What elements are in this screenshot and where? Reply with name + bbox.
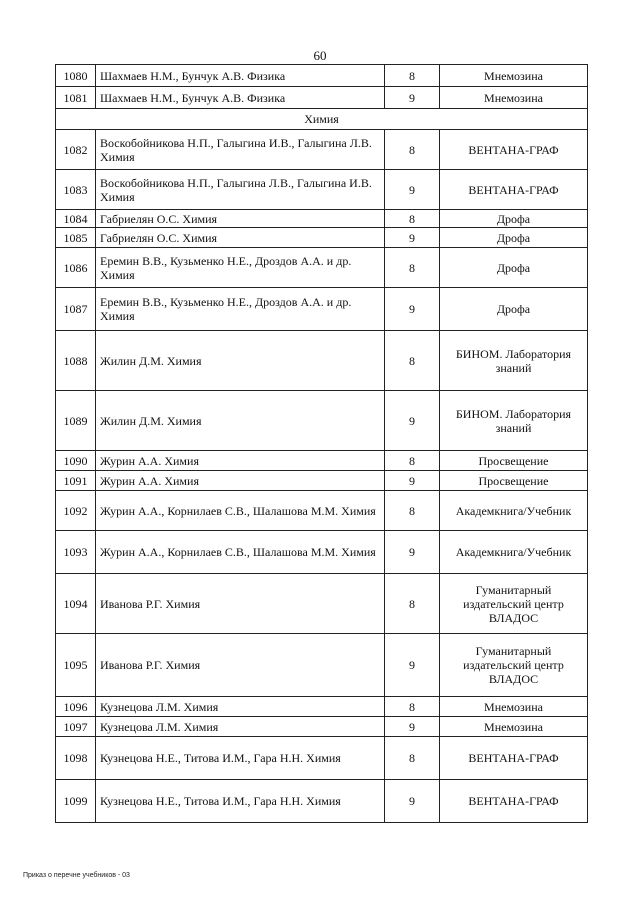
table-row (56, 471, 588, 491)
row-number: 1087 (56, 288, 96, 331)
grade: 8 (385, 130, 440, 170)
textbook-title: Шахмаев Н.М., Бунчук А.В. Физика (96, 87, 385, 109)
footer-note: Приказ о перечне учебников - 03 (23, 872, 130, 879)
row-number: 1089 (56, 391, 96, 451)
publisher: Гуманитарный издательский центр ВЛАДОС (440, 634, 588, 697)
table-row (56, 130, 588, 170)
grade: 8 (385, 331, 440, 391)
row-number: 1097 (56, 717, 96, 737)
table-row (56, 331, 588, 391)
table-row (56, 697, 588, 717)
textbook-title: Жилин Д.М. Химия (96, 331, 385, 391)
grade: 9 (385, 87, 440, 109)
publisher: Просвещение (440, 451, 588, 471)
table-row (56, 210, 588, 228)
table-row (56, 737, 588, 780)
row-number: 1090 (56, 451, 96, 471)
table-row (56, 531, 588, 574)
grade: 8 (385, 210, 440, 228)
grade: 9 (385, 170, 440, 210)
publisher: Дрофа (440, 210, 588, 228)
textbook-title: Воскобойникова Н.П., Галыгина И.В., Галыгина Л.В. Химия (96, 130, 385, 170)
publisher: ВЕНТАНА-ГРАФ (440, 780, 588, 823)
textbook-title: Жилин Д.М. Химия (96, 391, 385, 451)
row-number: 1091 (56, 471, 96, 491)
textbook-title: Кузнецова Л.М. Химия (96, 697, 385, 717)
row-number: 1085 (56, 228, 96, 248)
row-number: 1082 (56, 130, 96, 170)
publisher: Мнемозина (440, 697, 588, 717)
grade: 9 (385, 391, 440, 451)
publisher: Мнемозина (440, 87, 588, 109)
grade: 9 (385, 228, 440, 248)
publisher: Академкнига/Учебник (440, 491, 588, 531)
publisher: Гуманитарный издательский центр ВЛАДОС (440, 574, 588, 634)
textbook-title: Габриелян О.С. Химия (96, 210, 385, 228)
row-number: 1096 (56, 697, 96, 717)
grade: 9 (385, 471, 440, 491)
publisher: ВЕНТАНА-ГРАФ (440, 737, 588, 780)
publisher: Академкнига/Учебник (440, 531, 588, 574)
grade: 8 (385, 737, 440, 780)
grade: 8 (385, 697, 440, 717)
textbook-table (55, 64, 588, 823)
page-number: 60 (313, 48, 327, 63)
table-row (56, 248, 588, 288)
textbook-title: Журин А.А. Химия (96, 451, 385, 471)
table-row (56, 451, 588, 471)
textbook-title: Шахмаев Н.М., Бунчук А.В. Физика (96, 65, 385, 87)
textbook-title: Журин А.А., Корнилаев С.В., Шалашова М.М. Химия (96, 491, 385, 531)
table-row (56, 391, 588, 451)
textbook-title: Журин А.А., Корнилаев С.В., Шалашова М.М. Химия (96, 531, 385, 574)
publisher: ВЕНТАНА-ГРАФ (440, 130, 588, 170)
row-number: 1092 (56, 491, 96, 531)
textbook-title: Еремин В.В., Кузьменко Н.Е., Дроздов А.А. и др. Химия (96, 248, 385, 288)
row-number: 1086 (56, 248, 96, 288)
textbook-title: Кузнецова Н.Е., Титова И.М., Гара Н.Н. Химия (96, 780, 385, 823)
section-row (56, 109, 588, 130)
textbook-title: Кузнецова Л.М. Химия (96, 717, 385, 737)
textbook-title: Кузнецова Н.Е., Титова И.М., Гара Н.Н. Химия (96, 737, 385, 780)
publisher: Дрофа (440, 228, 588, 248)
publisher: Дрофа (440, 288, 588, 331)
textbook-title: Воскобойникова Н.П., Галыгина Л.В., Галыгина И.В. Химия (96, 170, 385, 210)
table-row (56, 634, 588, 697)
publisher: Мнемозина (440, 717, 588, 737)
publisher: БИНОМ. Лаборатория знаний (440, 391, 588, 451)
grade: 9 (385, 288, 440, 331)
table-row (56, 288, 588, 331)
grade: 8 (385, 451, 440, 471)
grade: 9 (385, 634, 440, 697)
grade: 9 (385, 531, 440, 574)
table-row (56, 65, 588, 87)
textbook-title: Журин А.А. Химия (96, 471, 385, 491)
grade: 9 (385, 717, 440, 737)
row-number: 1088 (56, 331, 96, 391)
publisher: Просвещение (440, 471, 588, 491)
publisher: Дрофа (440, 248, 588, 288)
table-row (56, 574, 588, 634)
grade: 8 (385, 574, 440, 634)
grade: 8 (385, 65, 440, 87)
row-number: 1083 (56, 170, 96, 210)
table-row (56, 780, 588, 823)
grade: 8 (385, 248, 440, 288)
row-number: 1099 (56, 780, 96, 823)
row-number: 1093 (56, 531, 96, 574)
textbook-title: Еремин В.В., Кузьменко Н.Е., Дроздов А.А. и др. Химия (96, 288, 385, 331)
textbook-title: Габриелян О.С. Химия (96, 228, 385, 248)
publisher: БИНОМ. Лаборатория знаний (440, 331, 588, 391)
textbook-table-body (56, 65, 588, 823)
table-row (56, 491, 588, 531)
table-row (56, 87, 588, 109)
section-title: Химия (56, 109, 588, 130)
textbook-title: Иванова Р.Г. Химия (96, 574, 385, 634)
grade: 8 (385, 491, 440, 531)
row-number: 1094 (56, 574, 96, 634)
publisher: Мнемозина (440, 65, 588, 87)
publisher: ВЕНТАНА-ГРАФ (440, 170, 588, 210)
table-row (56, 717, 588, 737)
textbook-title: Иванова Р.Г. Химия (96, 634, 385, 697)
row-number: 1095 (56, 634, 96, 697)
row-number: 1080 (56, 65, 96, 87)
row-number: 1084 (56, 210, 96, 228)
table-row (56, 170, 588, 210)
row-number: 1098 (56, 737, 96, 780)
row-number: 1081 (56, 87, 96, 109)
grade: 9 (385, 780, 440, 823)
table-row (56, 228, 588, 248)
